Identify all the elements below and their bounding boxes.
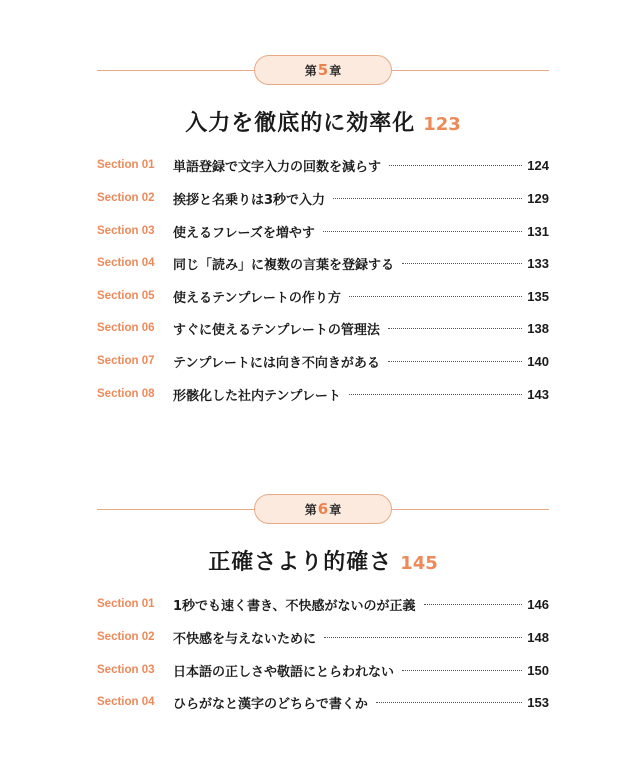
chapter-page-number: 145 — [400, 553, 438, 574]
section-page: 146 — [527, 596, 549, 612]
section-title: 日本語の正しさや敬語にとらわれない — [173, 664, 395, 680]
section-label: Section 02 — [97, 192, 155, 204]
chapter-number: 6 — [317, 500, 329, 518]
section-label: Section 04 — [97, 257, 155, 269]
section-title: 不快感を与えないために — [173, 631, 317, 647]
chapter-number: 5 — [317, 61, 329, 79]
section-title: ひらがなと漢字のどちらで書くか — [173, 696, 368, 712]
toc-row[interactable] — [97, 318, 549, 338]
toc-row[interactable] — [97, 594, 549, 614]
dot-leader — [349, 394, 522, 395]
section-title: 挨拶と名乗りは3秒で入力 — [173, 192, 326, 208]
toc-row[interactable] — [97, 253, 549, 273]
toc-row[interactable] — [97, 627, 549, 647]
section-page: 129 — [527, 190, 549, 206]
section-title: 使えるフレーズを増やす — [173, 225, 315, 241]
chapter-5 — [97, 55, 549, 415]
section-label: Section 07 — [97, 355, 155, 367]
chapter-badge — [254, 494, 392, 524]
dot-leader — [323, 231, 522, 232]
dot-leader — [333, 198, 522, 199]
dot-leader — [388, 361, 522, 362]
section-page: 140 — [527, 353, 549, 369]
chapter-badge — [254, 55, 392, 85]
chapter-badge-prefix: 第 — [304, 64, 317, 78]
chapter-badge-suffix: 章 — [329, 64, 342, 78]
dot-leader — [402, 670, 522, 671]
dot-leader — [376, 702, 522, 703]
section-title: 同じ「読み」に複数の言葉を登録する — [173, 257, 395, 273]
section-label: Section 01 — [97, 159, 155, 171]
chapter-title-text: 入力を徹底的に効率化 — [185, 111, 416, 136]
chapter-title-text: 正確さより的確さ — [208, 550, 393, 575]
section-page: 133 — [527, 255, 549, 271]
section-label: Section 03 — [97, 225, 155, 237]
dot-leader — [388, 328, 522, 329]
section-label: Section 04 — [97, 696, 155, 708]
toc-row[interactable] — [97, 286, 549, 306]
chapter-6 — [97, 494, 549, 724]
section-label: Section 05 — [97, 290, 155, 302]
dot-leader — [324, 637, 522, 638]
section-page: 148 — [527, 629, 549, 645]
section-title: 単語登録で文字入力の回数を減らす — [173, 159, 382, 175]
section-page: 131 — [527, 223, 549, 239]
section-title: すぐに使えるテンプレートの管理法 — [173, 322, 380, 338]
toc-row[interactable] — [97, 660, 549, 680]
dot-leader — [424, 604, 523, 605]
toc-row[interactable] — [97, 692, 549, 712]
section-page: 143 — [527, 386, 549, 402]
toc-row[interactable] — [97, 155, 549, 175]
section-label: Section 02 — [97, 631, 155, 643]
section-label: Section 06 — [97, 322, 155, 334]
section-page: 153 — [527, 694, 549, 710]
dot-leader — [402, 263, 522, 264]
chapter-page-number: 123 — [423, 114, 461, 135]
chapter-badge-prefix: 第 — [304, 503, 317, 517]
toc-row[interactable] — [97, 351, 549, 371]
chapter-badge-suffix: 章 — [329, 503, 342, 517]
toc-row[interactable] — [97, 221, 549, 241]
chapter-title — [97, 106, 549, 137]
toc-row[interactable] — [97, 384, 549, 404]
toc-row[interactable] — [97, 188, 549, 208]
section-title: 形骸化した社内テンプレート — [173, 388, 341, 404]
dot-leader — [389, 165, 522, 166]
section-page: 124 — [527, 157, 549, 173]
section-title: 1秒でも速く書き、不快感がないのが正義 — [173, 598, 416, 614]
section-title: テンプレートには向き不向きがある — [173, 355, 380, 371]
dot-leader — [349, 296, 522, 297]
chapter-title — [97, 545, 549, 576]
section-label: Section 08 — [97, 388, 155, 400]
section-title: 使えるテンプレートの作り方 — [173, 290, 341, 306]
section-page: 138 — [527, 320, 549, 336]
section-page: 135 — [527, 288, 549, 304]
section-label: Section 01 — [97, 598, 155, 610]
section-label: Section 03 — [97, 664, 155, 676]
section-page: 150 — [527, 662, 549, 678]
